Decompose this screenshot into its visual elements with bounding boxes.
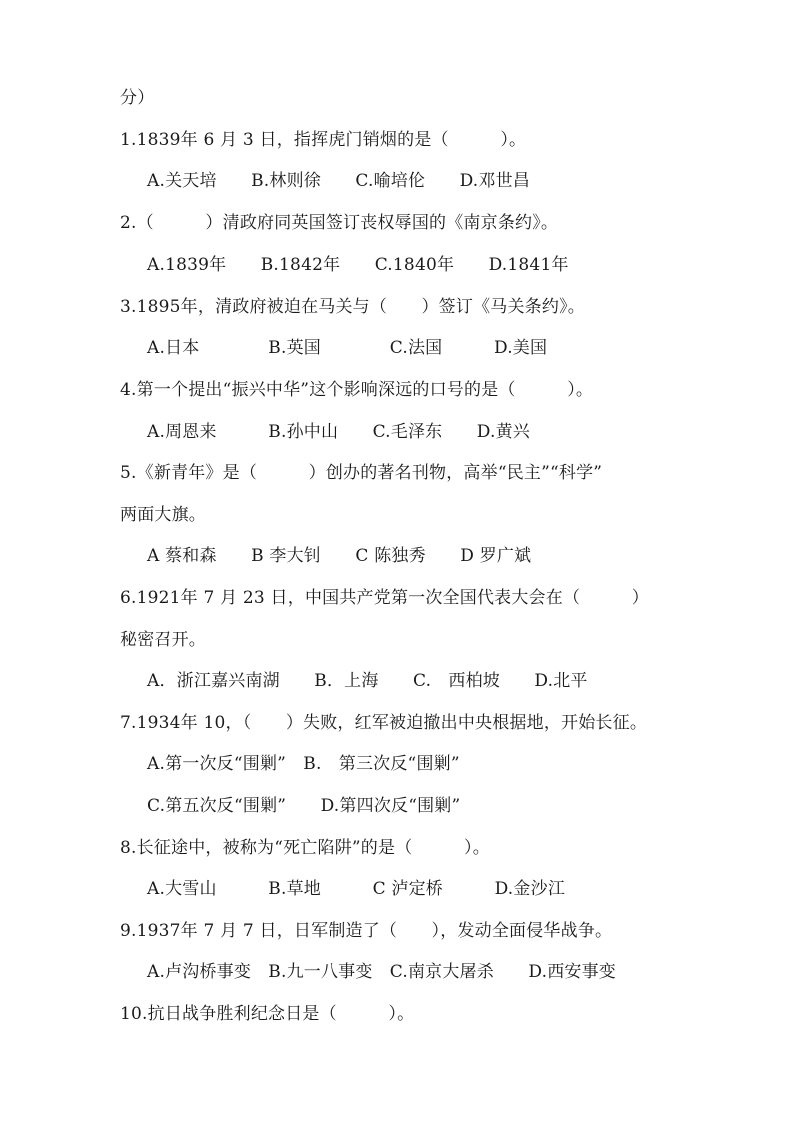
question-2-options: A.1839年 B.1842年 C.1840年 D.1841年: [147, 255, 569, 275]
question-1-stem: 1.1839年 6 月 3 日，指挥虎门销烟的是（ ）。: [120, 130, 527, 150]
question-6-options: A．浙江嘉兴南湖 B．上海 C. 西柏坡 D.北平: [147, 671, 588, 691]
section-header-fragment: 分）: [120, 88, 155, 108]
question-9-options: A.卢沟桥事变 B.九一八事变 C.南京大屠杀 D.西安事变: [147, 962, 617, 982]
question-7-options-row-2: C.第五次反“围剿” D.第四次反“围剿”: [147, 796, 461, 816]
question-8-stem: 8.长征途中，被称为“死亡陷阱”的是（ ）。: [120, 838, 490, 858]
question-10-stem: 10.抗日战争胜利纪念日是（ ）。: [120, 1004, 415, 1024]
question-3-options: A.日本 B.英国 C.法国 D.美国: [147, 338, 548, 358]
question-5-stem-continuation: 两面大旗。: [120, 505, 206, 525]
question-3-stem: 3.1895年，清政府被迫在马关与（ ）签订《马关条约》。: [120, 297, 585, 317]
question-9-stem: 9.1937年 7 月 7 日，日军制造了（ ），发动全面侵华战争。: [120, 921, 613, 941]
question-4-stem: 4.第一个提出“振兴中华”这个影响深远的口号的是（ ）。: [120, 380, 594, 400]
question-7-stem: 7.1934年 10，（ ）失败，红军被迫撤出中央根据地，开始长征。: [120, 713, 648, 733]
question-5-stem: 5.《新青年》是（ ）创办的著名刊物，高举“民主”“科学”: [120, 463, 603, 483]
question-5-options: A 蔡和森 B 李大钊 C 陈独秀 D 罗广斌: [147, 546, 532, 566]
question-7-options-row-1: A.第一次反“围剿” B. 第三次反“围剿”: [147, 754, 460, 774]
question-2-stem: 2.（ ）清政府同英国签订丧权辱国的《南京条约》。: [120, 213, 559, 233]
question-1-options: A.关天培 B.林则徐 C.喻培伦 D.邓世昌: [147, 171, 531, 191]
question-4-options: A.周恩来 B.孙中山 C.毛泽东 D.黄兴: [147, 422, 531, 442]
question-8-options: A.大雪山 B.草地 C 泸定桥 D.金沙江: [147, 879, 566, 899]
question-6-stem: 6.1921年 7 月 23 日，中国共产党第一次全国代表大会在（ ）: [120, 588, 649, 608]
question-6-stem-continuation: 秘密召开。: [120, 630, 206, 650]
